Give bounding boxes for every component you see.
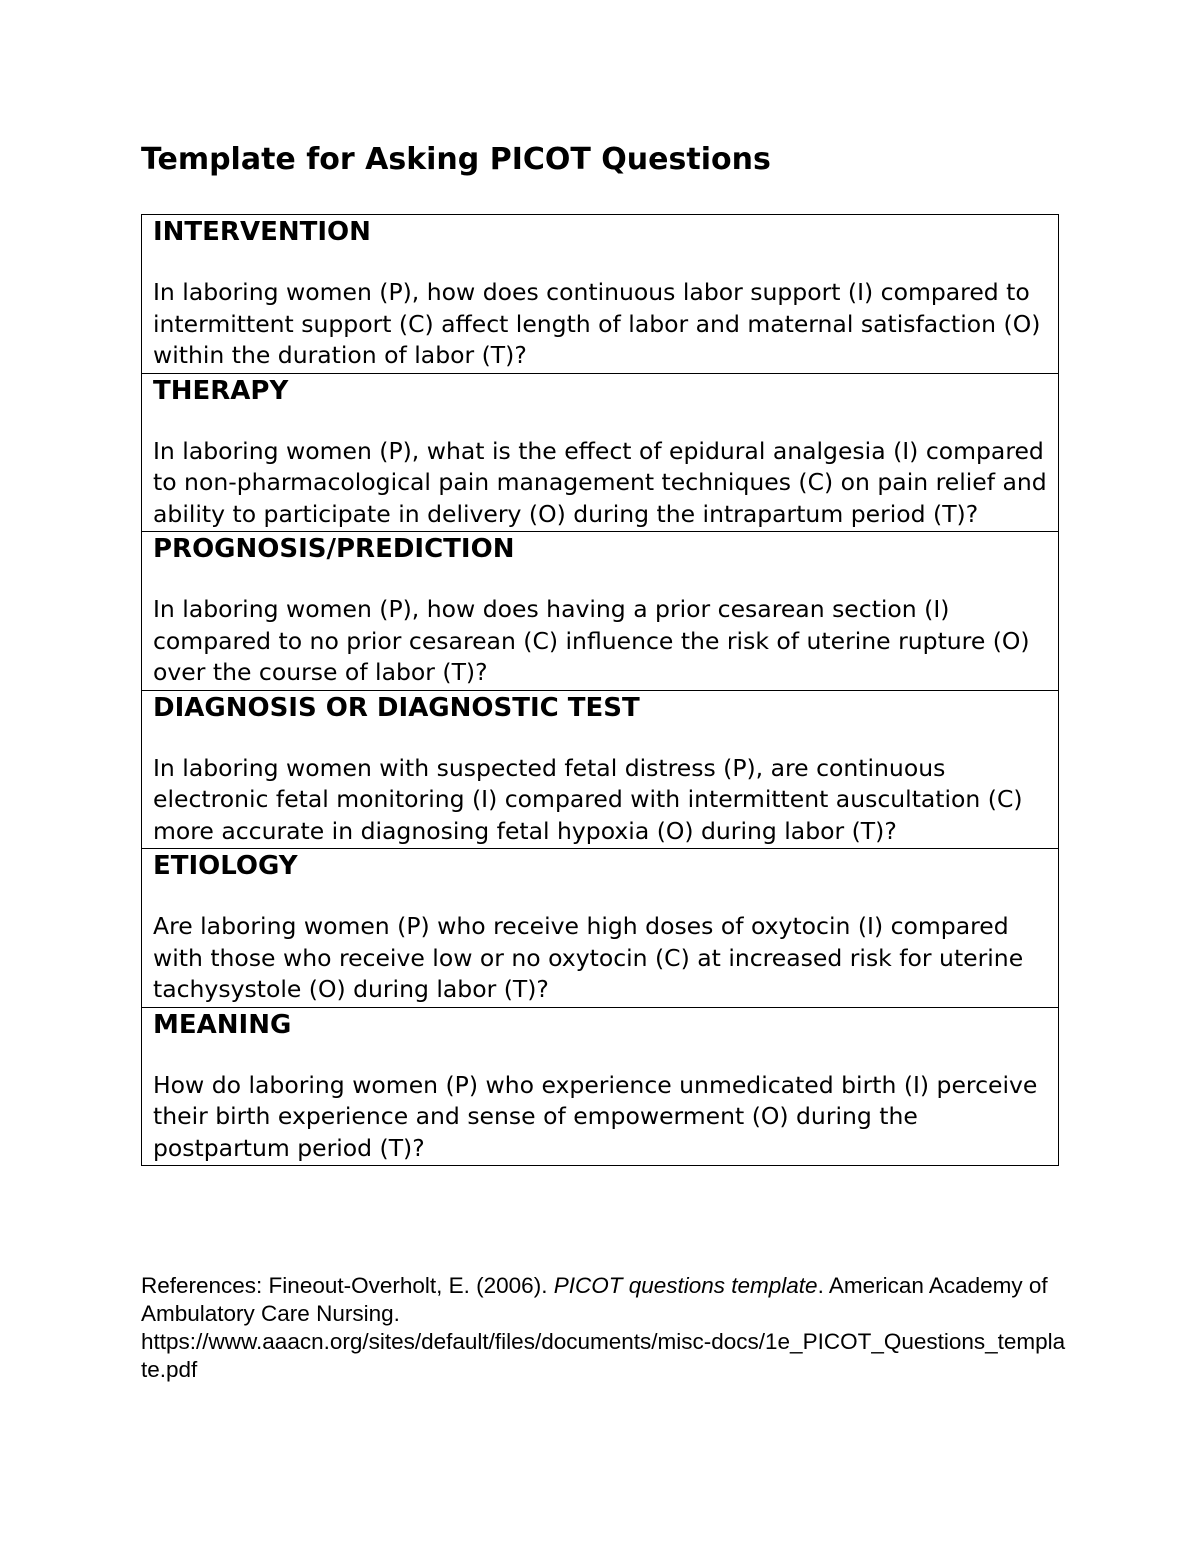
table-cell <box>142 215 1059 374</box>
category-heading: ETIOLOGY <box>153 851 298 881</box>
reference-work-title: PICOT questions template <box>553 1273 818 1298</box>
table-row <box>142 532 1059 691</box>
picot-question: In laboring women (P), how does continuous labor support (I) compared to intermittent support (C) affect length of labor and maternal satisfaction (O) within the duration of labor (T)? <box>153 278 1041 369</box>
category-heading: MEANING <box>153 1009 292 1040</box>
table-row <box>142 849 1059 1008</box>
category-heading: INTERVENTION <box>153 217 371 247</box>
category-heading: PROGNOSIS/PREDICTION <box>153 534 515 564</box>
table-row <box>142 1007 1059 1166</box>
page-title: Template for Asking PICOT Questions <box>141 142 771 177</box>
table-row <box>142 690 1059 849</box>
picot-table <box>141 214 1059 1166</box>
table-cell <box>142 1007 1059 1166</box>
reference-url[interactable]: https://www.aaacn.org/sites/default/files/documents/misc-docs/1e_PICOT_Questions_template.pdf <box>141 1329 1066 1382</box>
category-heading: THERAPY <box>153 375 289 406</box>
table-cell <box>142 373 1059 532</box>
table-row <box>142 373 1059 532</box>
picot-question: How do laboring women (P) who experience unmedicated birth (I) perceive their birth experience and sense of empowerment (O) during the postpartum period (T)? <box>153 1070 1038 1162</box>
table-row <box>142 215 1059 374</box>
table-cell <box>142 849 1059 1008</box>
reference-publisher: . American Academy of Ambulatory Care Nursing. <box>141 1273 1048 1326</box>
picot-question: In laboring women (P), what is the effect of epidural analgesia (I) compared to non-pharmacological pain management techniques (C) on pain relief and ability to participate in delivery (O) during the intrapartum period (T)? <box>153 436 1047 528</box>
picot-question: In laboring women with suspected fetal distress (P), are continuous electronic fetal monitoring (I) compared with intermittent auscultation (C) more accurate in diagnosing fetal hypoxia (O) during labor (T)? <box>153 753 1023 845</box>
category-heading: DIAGNOSIS OR DIAGNOSTIC TEST <box>153 692 640 723</box>
picot-question: In laboring women (P), how does having a prior cesarean section (I) compared to no prior cesarean (C) influence the risk of uterine rupture (O) over the course of labor (T)? <box>153 595 1030 686</box>
table-cell <box>142 532 1059 691</box>
reference-citation: References: Fineout-Overholt, E. (2006). <box>141 1273 554 1298</box>
picot-question: Are laboring women (P) who receive high doses of oxytocin (I) compared with those who receive low or no oxytocin (C) at increased risk for uterine tachysystole (O) during labor (T)? <box>153 912 1024 1003</box>
table-cell <box>142 690 1059 849</box>
references <box>141 1272 1066 1384</box>
